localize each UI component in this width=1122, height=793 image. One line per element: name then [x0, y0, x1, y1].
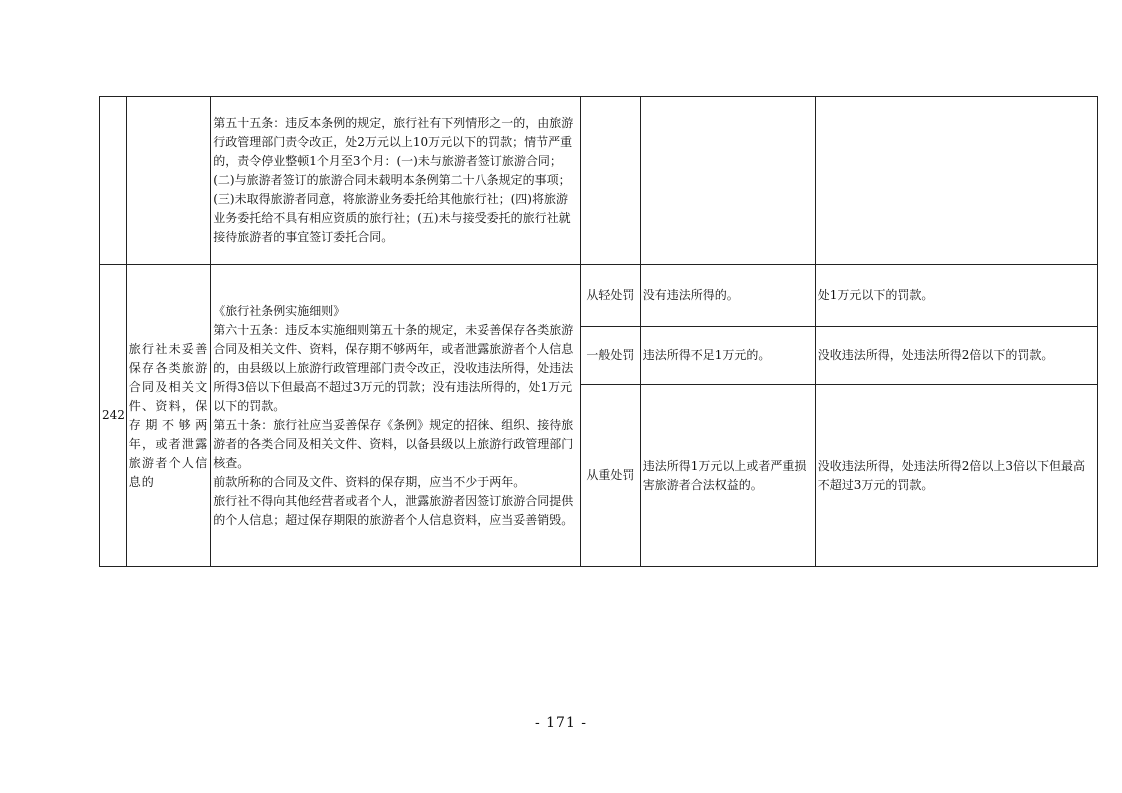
row-number-cell: 242: [100, 265, 127, 567]
legal-basis-paragraph: 第五十五条：违反本条例的规定，旅行社有下列情形之一的，由旅游行政管理部门责令改正，处2万元以上10万元以下的罚款；情节严重的，责令停业整顿1个月至3个月：(一)未与旅游者签订旅游合同；(二)与旅游者签订的旅游合同未载明本条例第二十八条规定的事项；(三)未取得旅游者同意，将旅游业务委托给其他旅行社；(四)将旅游业务委托给不具有相应资质的旅行社；(五)未与接受委托的旅行社就接待旅游者的事宜签订委托合同。: [213, 116, 574, 244]
legal-basis-article-50: 第五十条：旅行社应当妥善保存《条例》规定的招徕、组织、接待旅游者的各类合同及相关文件、资料，以备县级以上旅游行政管理部门核查。: [213, 417, 574, 470]
penalty-standard-light: 处1万元以下的罚款。: [815, 265, 1097, 327]
penalty-standard-general: 没收违法所得，处违法所得2倍以下的罚款。: [815, 327, 1097, 385]
penalty-standard-heavy: 没收违法所得，处违法所得2倍以上3倍以下但最高不超过3万元的罚款。: [815, 385, 1097, 567]
legal-basis-retention-period: 前款所称的合同及文件、资料的保存期，应当不少于两年。: [213, 474, 526, 489]
penalty-category-heavy: 从重处罚: [580, 385, 640, 567]
table-row-continued: [100, 97, 1098, 265]
legal-basis-source-title: 《旅行社条例实施细则》: [213, 303, 346, 318]
penalty-category-general: 一般处罚: [580, 327, 640, 385]
legal-basis-cell: [211, 97, 581, 265]
row-number-cell: [100, 97, 127, 265]
violation-item-cell: [126, 97, 210, 265]
legal-basis-privacy-clause: 旅行社不得向其他经营者或者个人，泄露旅游者因签订旅游合同提供的个人信息；超过保存期限的旅游者个人信息资料，应当妥善销毁。: [213, 493, 574, 527]
circumstance-cell: [640, 97, 815, 265]
penalty-category-cell: [580, 97, 640, 265]
circumstance-general: 违法所得不足1万元的。: [640, 327, 815, 385]
page-number: - 171 -: [534, 715, 588, 731]
circumstance-light: 没有违法所得的。: [640, 265, 815, 327]
penalty-standards-table: [99, 96, 1098, 567]
table-row-242-level-light: [100, 265, 1098, 327]
violation-item-cell: 旅行社未妥善保存各类旅游合同及相关文件、资料，保存期不够两年，或者泄露旅游者个人信息的: [126, 265, 210, 567]
legal-basis-article-65: 第六十五条：违反本实施细则第五十条的规定，未妥善保存各类旅游合同及相关文件、资料，保存期不够两年，或者泄露旅游者个人信息的，由县级以上旅游行政管理部门责令改正，没收违法所得，处违法所得3倍以下但最高不超过3万元的罚款；没有违法所得的，处1万元以下的罚款。: [213, 322, 574, 413]
legal-basis-cell: [211, 265, 581, 567]
circumstance-heavy: 违法所得1万元以上或者严重损害旅游者合法权益的。: [640, 385, 815, 567]
penalty-category-light: 从轻处罚: [580, 265, 640, 327]
penalty-standard-cell: [815, 97, 1097, 265]
